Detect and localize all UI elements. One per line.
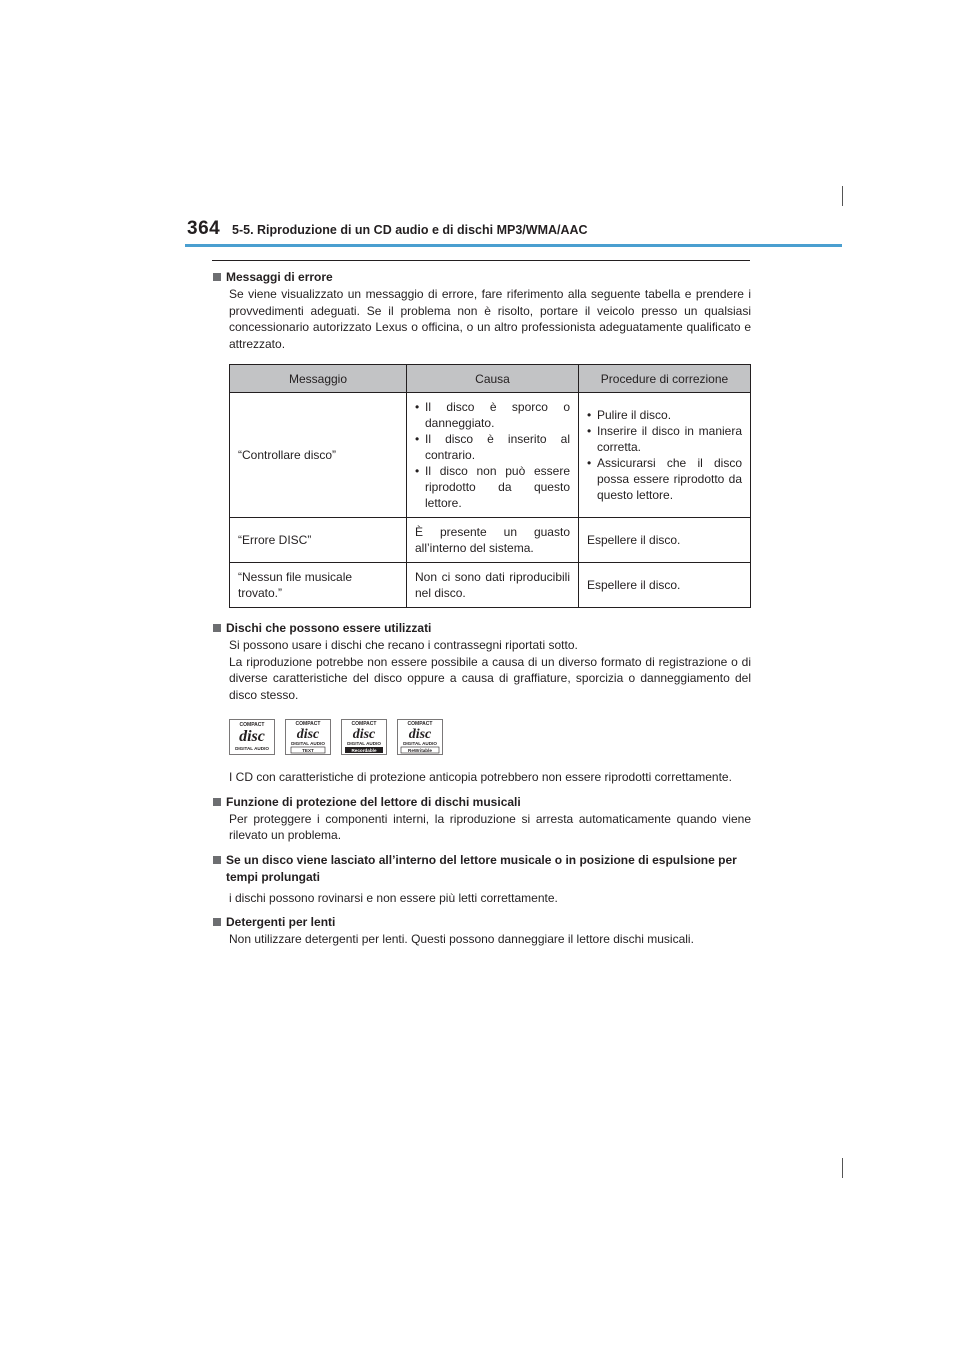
- disc-logos: [229, 719, 751, 755]
- left-disc-section: [213, 852, 751, 907]
- header-rule: [185, 244, 842, 247]
- section-heading: [213, 269, 751, 286]
- paragraph: Si possono usare i dischi che recano i contrassegni riportati sotto.: [229, 638, 578, 652]
- error-table: [229, 364, 751, 608]
- svg-text:COMPACT: COMPACT: [351, 721, 377, 727]
- paragraph: La riproduzione potrebbe non essere possibile a causa di un diverso formato di registrazione o di diverse caratteristiche del disco oppure a causa di graffiature, sporcizia o danneggiamento del disco stesso.: [229, 654, 751, 702]
- heading-text: Funzione di protezione del lettore di dischi musicali: [226, 794, 521, 809]
- svg-text:DIGITAL AUDIO: DIGITAL AUDIO: [403, 741, 437, 746]
- column-header: Causa: [407, 365, 579, 393]
- compact-disc-rewritable-logo: [397, 719, 443, 755]
- fix-cell: Espellere il disco.: [579, 518, 751, 563]
- message-cell: “Nessun file musicale trovato.”: [230, 563, 407, 608]
- crop-mark-bottom: [842, 1158, 843, 1178]
- paragraph: Per proteggere i componenti interni, la riproduzione si arresta automaticamente quando viene rilevato un problema.: [229, 811, 751, 842]
- svg-text:disc: disc: [239, 728, 265, 745]
- paragraph: i dischi possono rovinarsi e non essere più letti correttamente.: [229, 890, 558, 905]
- svg-text:DIGITAL AUDIO: DIGITAL AUDIO: [347, 741, 381, 746]
- section-title: 5-5. Riproduzione di un CD audio e di dischi MP3/WMA/AAC: [232, 223, 588, 237]
- compact-disc-recordable-logo: [341, 719, 387, 755]
- square-bullet-icon: [213, 624, 221, 632]
- svg-text:TEXT: TEXT: [302, 747, 314, 753]
- column-header: Procedure di correzione: [579, 365, 751, 393]
- error-messages-section: [213, 269, 751, 608]
- paragraph: I CD con caratteristiche di protezione anticopia potrebbero non essere riprodotti correttamente.: [229, 770, 732, 784]
- cause-cell: Non ci sono dati riproducibili nel disco.: [407, 563, 579, 608]
- svg-text:disc: disc: [352, 727, 376, 742]
- cause-cell: [407, 393, 579, 518]
- paragraph: Non utilizzare detergenti per lenti. Questi possono danneggiare il lettore dischi musicali.: [229, 932, 694, 946]
- square-bullet-icon: [213, 798, 221, 806]
- page-content: [213, 269, 751, 948]
- intro-paragraph: Se viene visualizzato un messaggio di errore, fare riferimento alla seguente tabella e prendere i provvedimenti adeguati. Se il problema non è risolto, portare il veicolo presso un qualsiasi concessionario autorizzato Lexus o officina, o un altro professionista adeguatamente qualificato e attrezzato.: [229, 287, 751, 351]
- column-header: Messaggio: [230, 365, 407, 393]
- fix-cell: Espellere il disco.: [579, 563, 751, 608]
- svg-text:COMPACT: COMPACT: [407, 721, 433, 727]
- table-row: [230, 393, 751, 518]
- list-item: • Inserire il disco in maniera corretta.: [587, 423, 742, 455]
- heading-text: Se un disco viene lasciato all’interno del lettore musicale o in posizione di espulsione per tempi prolungati: [226, 852, 737, 884]
- list-item: • Il disco è sporco o danneggiato.: [415, 399, 570, 431]
- page-number: 364: [187, 218, 221, 239]
- section-heading: [213, 794, 751, 811]
- usable-discs-section: [213, 620, 751, 786]
- list-item: • Il disco è inserito al contrario.: [415, 431, 570, 463]
- list-item: • Assicurarsi che il disco possa essere riprodotto da questo lettore.: [587, 455, 742, 503]
- svg-text:ReWritable: ReWritable: [408, 747, 432, 753]
- list-item: • Pulire il disco.: [587, 407, 742, 423]
- table-header-row: [230, 365, 751, 393]
- table-row: [230, 563, 751, 608]
- body-top-rule: [212, 260, 750, 261]
- square-bullet-icon: [213, 918, 221, 926]
- message-cell: “Controllare disco”: [230, 393, 407, 518]
- svg-text:DIGITAL AUDIO: DIGITAL AUDIO: [291, 741, 325, 746]
- fix-cell: [579, 393, 751, 518]
- svg-text:Recordable: Recordable: [351, 747, 377, 753]
- section-heading: [213, 914, 751, 931]
- compact-disc-text-logo: [285, 719, 331, 755]
- lens-cleaners-section: [213, 914, 751, 948]
- compact-disc-digital-audio-logo: [229, 719, 275, 755]
- svg-text:disc: disc: [296, 727, 320, 742]
- square-bullet-icon: [213, 856, 221, 864]
- section-heading: [213, 852, 751, 886]
- table-row: [230, 518, 751, 563]
- heading-text: Messaggi di errore: [226, 270, 333, 284]
- heading-text: Dischi che possono essere utilizzati: [226, 621, 432, 635]
- cause-cell: È presente un guasto all’interno del sistema.: [407, 518, 579, 563]
- message-cell: “Errore DISC”: [230, 518, 407, 563]
- square-bullet-icon: [213, 273, 221, 281]
- svg-text:COMPACT: COMPACT: [295, 721, 321, 727]
- svg-text:disc: disc: [408, 727, 432, 742]
- svg-text:COMPACT: COMPACT: [239, 722, 265, 728]
- section-heading: [213, 620, 751, 637]
- crop-mark-top: [842, 186, 843, 206]
- svg-text:DIGITAL AUDIO: DIGITAL AUDIO: [235, 746, 269, 751]
- heading-text: Detergenti per lenti: [226, 915, 336, 929]
- protection-section: [213, 794, 751, 844]
- list-item: • Il disco non può essere riprodotto da questo lettore.: [415, 463, 570, 511]
